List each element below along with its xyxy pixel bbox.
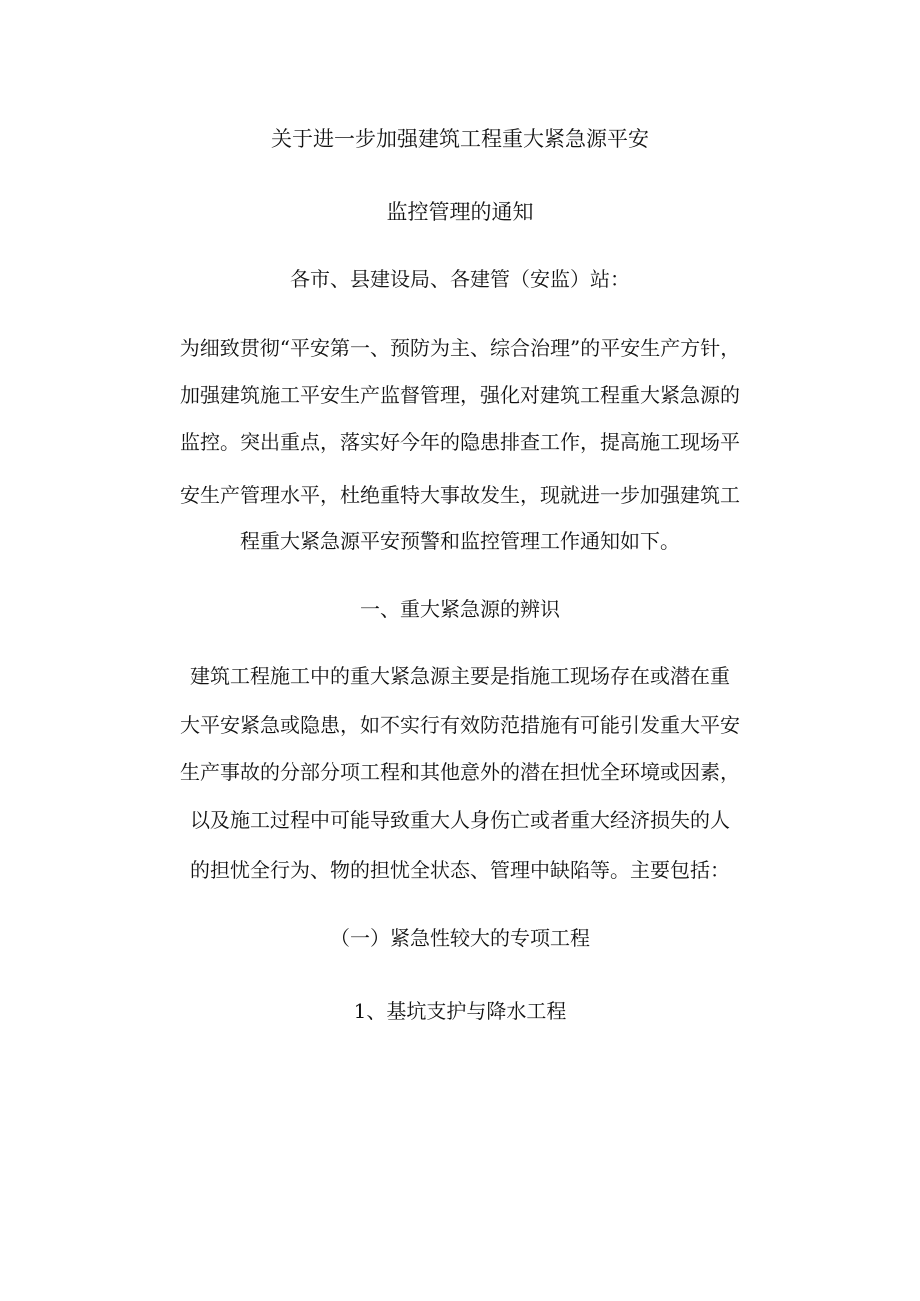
document-title-line-1: 关于进一步加强建筑工程重大紧急源平安 bbox=[271, 127, 649, 151]
intro-paragraph-line: 为细致贯彻“平安第一、预防为主、综合治理”的平安生产方针， bbox=[179, 336, 741, 360]
salutation: 各市、县建设局、各建管（安监）站： bbox=[290, 267, 630, 291]
section-paragraph-line: 以及施工过程中可能导致重大人身伤亡或者重大经济损失的人 bbox=[190, 808, 730, 832]
section-paragraph-line: 的担忧全行为、物的担忧全状态、管理中缺陷等。主要包括： bbox=[190, 858, 730, 882]
section-paragraph-line: 大平安紧急或隐患，如不实行有效防范措施有可能引发重大平安 bbox=[180, 713, 740, 737]
list-item-heading: 1、基坑支护与降水工程 bbox=[353, 999, 567, 1023]
intro-paragraph-line: 加强建筑施工平安生产监督管理，强化对建筑工程重大紧急源的 bbox=[180, 383, 740, 407]
document-title-line-2: 监控管理的通知 bbox=[386, 200, 534, 224]
section-paragraph-line: 生产事故的分部分项工程和其他意外的潜在担忧全环境或因素， bbox=[180, 760, 740, 784]
intro-paragraph-line: 安生产管理水平，杜绝重特大事故发生，现就进一步加强建筑工 bbox=[180, 483, 740, 507]
intro-paragraph-line: 程重大紧急源平安预警和监控管理工作通知如下。 bbox=[240, 529, 680, 553]
section-heading: 一、重大紧急源的辨识 bbox=[360, 597, 560, 621]
intro-paragraph-line: 监控。突出重点，落实好今年的隐患排查工作，提高施工现场平 bbox=[180, 430, 740, 454]
section-paragraph-line: 建筑工程施工中的重大紧急源主要是指施工现场存在或潜在重 bbox=[190, 664, 730, 688]
subsection-heading: （一）紧急性较大的专项工程 bbox=[330, 926, 590, 950]
